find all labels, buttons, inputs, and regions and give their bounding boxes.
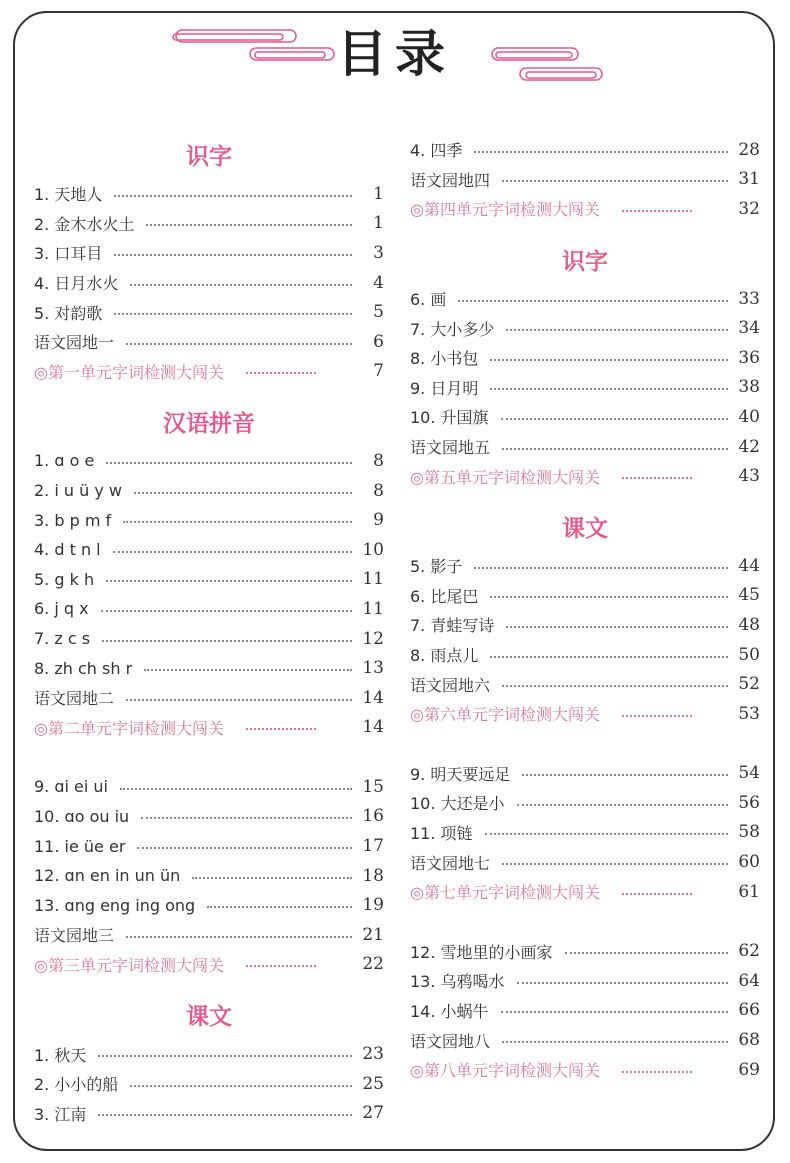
- toc-entry-label: 5. 影子: [410, 557, 463, 577]
- dot-leader: [113, 551, 352, 553]
- toc-page-number: 1: [373, 213, 384, 234]
- toc-page-number: 21: [362, 924, 384, 945]
- toc-page-number: 36: [738, 347, 760, 368]
- dot-leader: [502, 448, 728, 450]
- toc-entry[interactable]: [34, 505, 384, 535]
- dot-leader: [126, 343, 352, 345]
- toc-entry[interactable]: [410, 759, 760, 789]
- toc-page-number: 61: [738, 881, 760, 902]
- toc-page-number: 7: [373, 361, 384, 382]
- toc-entry[interactable]: [34, 535, 384, 565]
- toc-entry-label: 4. 四季: [410, 141, 463, 161]
- dot-leader: [501, 1011, 728, 1013]
- section-title: 课文: [186, 1003, 232, 1031]
- toc-entry-label: 1. 秋天: [34, 1045, 87, 1065]
- toc-page-number: 6: [373, 331, 384, 352]
- toc-entry[interactable]: [410, 284, 760, 314]
- toc-page-number: 11: [362, 569, 384, 590]
- dot-leader: [192, 877, 352, 879]
- toc-page-number: 17: [362, 836, 384, 857]
- toc-page-number: 14: [362, 717, 384, 738]
- dot-leader: [144, 669, 352, 671]
- toc-entry-label: 2. 小小的船: [34, 1075, 119, 1095]
- toc-entry[interactable]: [34, 1069, 384, 1099]
- toc-entry[interactable]: [34, 1098, 384, 1128]
- toc-page-number: 54: [738, 763, 760, 784]
- toc-entry[interactable]: [410, 432, 760, 462]
- toc-page-number: 43: [738, 466, 760, 487]
- toc-entry-label: ◎第八单元字词检测大闯关: [410, 1061, 600, 1081]
- toc-entry-label: 2. 金木水火土: [34, 214, 135, 234]
- toc-entry[interactable]: [34, 802, 384, 832]
- toc-page-number: 58: [738, 822, 760, 843]
- toc-entry[interactable]: [410, 1025, 760, 1055]
- dot-leader: [137, 847, 352, 849]
- dot-leader: [502, 1041, 728, 1043]
- dot-leader: [502, 180, 728, 182]
- dot-leader: [458, 300, 728, 302]
- dot-leader: [474, 567, 728, 569]
- dot-leader: [114, 313, 352, 315]
- toc-test-entry[interactable]: [410, 877, 760, 907]
- toc-test-entry[interactable]: [410, 1055, 760, 1085]
- toc-entry-label: 语文园地六: [410, 675, 491, 695]
- toc-page-number: 12: [362, 628, 384, 649]
- toc-entry[interactable]: [34, 594, 384, 624]
- toc-page-number: 15: [362, 776, 384, 797]
- dot-leader: [114, 254, 352, 256]
- toc-entry-label: 14. 小蜗牛: [410, 1001, 489, 1021]
- toc-entry-label: 3. 江南: [34, 1104, 87, 1124]
- toc-entry-label: ◎第三单元字词检测大闯关: [34, 955, 224, 975]
- toc-entry-label: ◎第六单元字词检测大闯关: [410, 705, 600, 725]
- toc-entry[interactable]: [410, 610, 760, 640]
- toc-entry[interactable]: [410, 936, 760, 966]
- toc-page-number: 16: [362, 806, 384, 827]
- toc-page-number: 48: [738, 614, 760, 635]
- toc-left-column: [34, 135, 384, 1128]
- dot-leader: [114, 195, 352, 197]
- toc-entry-label: 6. 比尾巴: [410, 586, 479, 606]
- toc-entry[interactable]: [410, 847, 760, 877]
- toc-page-number: 1: [373, 183, 384, 204]
- toc-entry-label: 5. g k h: [34, 569, 95, 589]
- toc-page-number: 18: [362, 865, 384, 886]
- dot-leader: [506, 626, 728, 628]
- dot-leader: [502, 685, 728, 687]
- dot-leader: [490, 656, 728, 658]
- toc-entry[interactable]: [34, 565, 384, 595]
- toc-page-number: 34: [738, 318, 760, 339]
- toc-entry[interactable]: [34, 653, 384, 683]
- toc-entry-label: 1. 天地人: [34, 185, 103, 205]
- toc-entry[interactable]: [410, 313, 760, 343]
- dot-leader: [98, 1055, 352, 1057]
- toc-page-number: 8: [373, 480, 384, 501]
- toc-entry[interactable]: [410, 996, 760, 1026]
- dot-leader: [517, 804, 728, 806]
- toc-entry[interactable]: [410, 818, 760, 848]
- toc-page-number: 62: [738, 941, 760, 962]
- toc-entry-label: 语文园地一: [34, 333, 115, 353]
- toc-test-entry[interactable]: [410, 194, 760, 224]
- section-title: 汉语拼音: [163, 410, 255, 438]
- dot-leader: [106, 462, 352, 464]
- toc-entry-label: ◎第二单元字词检测大闯关: [34, 718, 224, 738]
- toc-entry-label: 9. ɑi ei ui: [34, 777, 108, 797]
- toc-entry[interactable]: [410, 343, 760, 373]
- toc-page-number: 60: [738, 852, 760, 873]
- toc-entry-label: 10. 升国旗: [410, 408, 489, 428]
- dot-leader: [126, 936, 352, 938]
- toc-page-number: 50: [738, 644, 760, 665]
- dot-leader: [485, 833, 728, 835]
- toc-entry-label: 语文园地四: [410, 170, 491, 190]
- toc-test-entry[interactable]: [34, 713, 384, 743]
- toc-entry[interactable]: [34, 890, 384, 920]
- toc-entry-label: 6. j q x: [34, 599, 89, 619]
- dot-leader: [246, 728, 316, 730]
- toc-entry-label: 9. 明天要远足: [410, 764, 511, 784]
- toc-entry-label: ◎第七单元字词检测大闯关: [410, 883, 600, 903]
- toc-page-number: 33: [738, 288, 760, 309]
- toc-entry[interactable]: [34, 1039, 384, 1069]
- toc-entry-label: 7. z c s: [34, 629, 91, 649]
- toc-entry-label: 7. 大小多少: [410, 319, 495, 339]
- toc-entry[interactable]: [34, 476, 384, 506]
- toc-page-number: 69: [738, 1059, 760, 1080]
- toc-entry-label: 3. 口耳目: [34, 244, 103, 264]
- toc-entry-label: 3. b p m f: [34, 510, 112, 530]
- toc-entry[interactable]: [34, 920, 384, 950]
- toc-page-number: 9: [373, 510, 384, 531]
- toc-page-number: 32: [738, 198, 760, 219]
- toc-page-number: 10: [362, 539, 384, 560]
- page-title: 目录: [337, 24, 453, 83]
- toc-page-number: 66: [738, 1000, 760, 1021]
- toc-page-number: 25: [362, 1073, 384, 1094]
- toc-entry-label: 语文园地二: [34, 689, 115, 709]
- toc-entry-label: 8. 雨点儿: [410, 646, 479, 666]
- dot-leader: [506, 329, 728, 331]
- dot-leader: [101, 610, 352, 612]
- dot-leader: [490, 596, 728, 598]
- toc-entry[interactable]: [34, 209, 384, 239]
- toc-entry[interactable]: [410, 669, 760, 699]
- toc-entry[interactable]: [410, 135, 760, 165]
- toc-entry[interactable]: [410, 551, 760, 581]
- toc-entry-label: 语文园地五: [410, 438, 491, 458]
- toc-entry[interactable]: [34, 772, 384, 802]
- toc-entry-label: 8. zh ch sh r: [34, 658, 133, 678]
- toc-page-number: 40: [738, 406, 760, 427]
- toc-page-number: 22: [362, 954, 384, 975]
- dot-leader: [120, 788, 352, 790]
- dot-leader: [106, 580, 352, 582]
- dot-leader: [565, 952, 728, 954]
- toc-page-number: 28: [738, 139, 760, 160]
- section-title: 课文: [562, 514, 608, 542]
- toc-entry-label: 5. 对韵歌: [34, 303, 103, 323]
- toc-page-number: 23: [362, 1044, 384, 1065]
- toc-page-number: 14: [362, 687, 384, 708]
- toc-page-number: 68: [738, 1030, 760, 1051]
- toc-entry-label: 13. 乌鸦喝水: [410, 972, 505, 992]
- toc-entry[interactable]: [34, 861, 384, 891]
- section-title: 识字: [186, 143, 232, 170]
- toc-entry-label: 12. ɑn en in un ün: [34, 866, 181, 886]
- toc-entry[interactable]: [34, 683, 384, 713]
- toc-entry[interactable]: [34, 268, 384, 298]
- dot-leader: [622, 715, 692, 717]
- toc-entry[interactable]: [410, 373, 760, 403]
- toc-page-number: 8: [373, 450, 384, 471]
- toc-entry[interactable]: [34, 297, 384, 327]
- toc-entry[interactable]: [410, 640, 760, 670]
- toc-entry[interactable]: [410, 581, 760, 611]
- dot-leader: [622, 477, 692, 479]
- toc-test-entry[interactable]: [410, 699, 760, 729]
- dot-leader: [98, 1114, 352, 1116]
- dot-leader: [126, 699, 352, 701]
- toc-entry-label: 11. 项链: [410, 823, 473, 843]
- toc-entry[interactable]: [410, 788, 760, 818]
- toc-entry[interactable]: [34, 327, 384, 357]
- toc-entry[interactable]: [34, 179, 384, 209]
- toc-entry[interactable]: [410, 966, 760, 996]
- toc-entry-label: ◎第五单元字词检测大闯关: [410, 467, 600, 487]
- toc-page-number: 42: [738, 436, 760, 457]
- group-spacer: [410, 906, 760, 936]
- toc-page-number: 27: [362, 1103, 384, 1124]
- dot-leader: [622, 210, 692, 212]
- dot-leader: [141, 817, 352, 819]
- toc-page-number: 38: [738, 377, 760, 398]
- toc-test-entry[interactable]: [34, 357, 384, 387]
- dot-leader: [207, 906, 352, 908]
- dot-leader: [501, 418, 728, 420]
- dot-leader: [146, 224, 352, 226]
- toc-page-number: 19: [362, 895, 384, 916]
- toc-entry[interactable]: [410, 165, 760, 195]
- toc-entry-label: ◎第四单元字词检测大闯关: [410, 200, 600, 220]
- toc-entry-label: 4. d t n l: [34, 540, 101, 560]
- toc-entry-label: 4. 日月水火: [34, 274, 119, 294]
- toc-test-entry[interactable]: [34, 950, 384, 980]
- toc-entry-label: 语文园地七: [410, 853, 491, 873]
- toc-entry-label: 13. ɑng eng ing ong: [34, 895, 196, 915]
- toc-page-number: 11: [362, 598, 384, 619]
- group-spacer: [410, 729, 760, 759]
- toc-page-number: 64: [738, 970, 760, 991]
- dot-leader: [622, 893, 692, 895]
- dot-leader: [102, 640, 352, 642]
- dot-leader: [522, 774, 728, 776]
- toc-entry-label: 10. 大还是小: [410, 794, 505, 814]
- dot-leader: [490, 388, 728, 390]
- dot-leader: [246, 965, 316, 967]
- toc-page-number: 3: [373, 242, 384, 263]
- toc-entry-label: 7. 青蛙写诗: [410, 616, 495, 636]
- dot-leader: [517, 982, 728, 984]
- dot-leader: [134, 492, 352, 494]
- toc-entry-label: 12. 雪地里的小画家: [410, 942, 553, 962]
- toc-entry-label: ◎第一单元字词检测大闯关: [34, 362, 224, 382]
- group-spacer: [34, 742, 384, 772]
- toc-entry[interactable]: [410, 402, 760, 432]
- toc-page-number: 13: [362, 658, 384, 679]
- toc-page-number: 52: [738, 674, 760, 695]
- dot-leader: [474, 151, 728, 153]
- toc-right-column: [410, 135, 760, 1084]
- dot-leader: [502, 863, 728, 865]
- toc-page-number: 44: [738, 555, 760, 576]
- dot-leader: [622, 1071, 692, 1073]
- toc-entry-label: 语文园地八: [410, 1031, 491, 1051]
- toc-entry-label: 9. 日月明: [410, 378, 479, 398]
- toc-entry-label: 6. 画: [410, 290, 447, 310]
- toc-page-number: 5: [373, 302, 384, 323]
- dot-leader: [123, 521, 352, 523]
- toc-entry-label: 8. 小书包: [410, 349, 479, 369]
- toc-entry-label: 语文园地三: [34, 926, 115, 946]
- dot-leader: [130, 1085, 352, 1087]
- dot-leader: [246, 372, 316, 374]
- toc-page-number: 4: [373, 272, 384, 293]
- toc-page-number: 56: [738, 792, 760, 813]
- toc-entry[interactable]: [34, 624, 384, 654]
- toc-entry-label: 1. ɑ o e: [34, 451, 95, 471]
- section-title: 识字: [562, 247, 608, 275]
- toc-entry-label: 10. ɑo ou iu: [34, 806, 130, 826]
- toc-entry[interactable]: [34, 238, 384, 268]
- dot-leader: [130, 284, 352, 286]
- toc-entry[interactable]: [34, 446, 384, 476]
- toc-page-number: 31: [738, 169, 760, 190]
- dot-leader: [490, 359, 728, 361]
- toc-page-number: 53: [738, 703, 760, 724]
- toc-entry-label: 11. ie üe er: [34, 836, 126, 856]
- toc-page-number: 45: [738, 585, 760, 606]
- toc-entry[interactable]: [34, 831, 384, 861]
- toc-entry-label: 2. i u ü y w: [34, 481, 122, 501]
- toc-test-entry[interactable]: [410, 461, 760, 491]
